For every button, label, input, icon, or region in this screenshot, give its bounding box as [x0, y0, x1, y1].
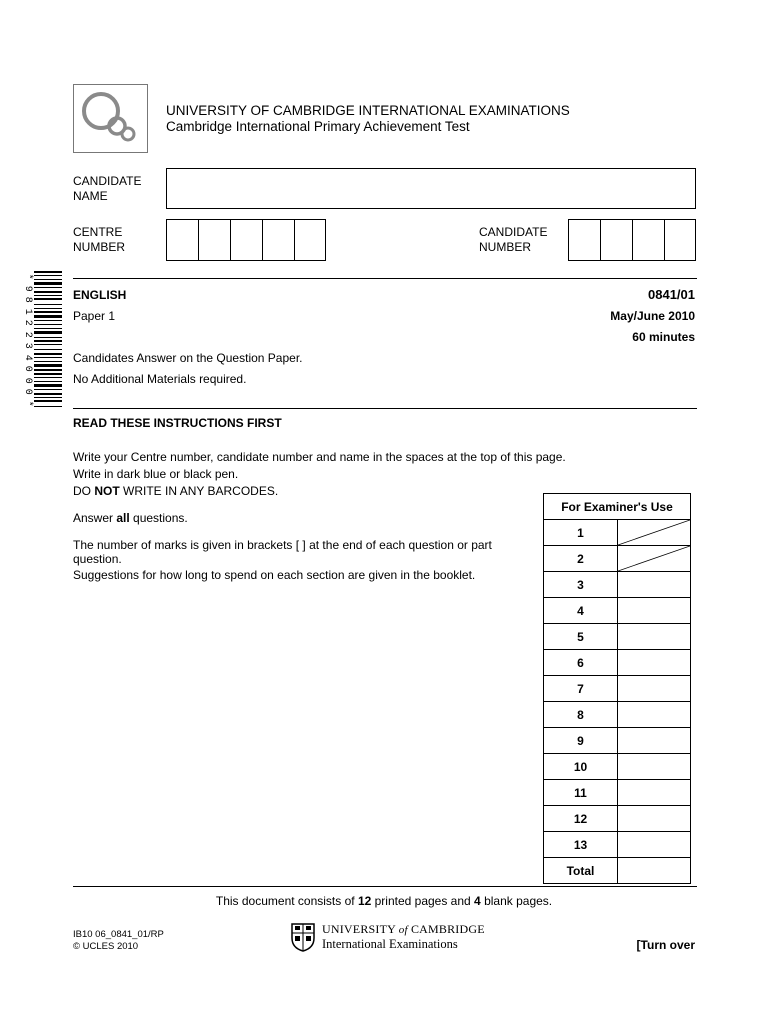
barcode-bar: [34, 393, 62, 395]
org-subtitle: Cambridge International Primary Achievement Test: [166, 119, 470, 134]
barcode-bar: [34, 373, 62, 375]
barcode-bar: [34, 397, 62, 398]
materials-note: No Additional Materials required.: [73, 372, 247, 386]
mark-cell[interactable]: [618, 598, 690, 623]
examiner-table-row: [544, 520, 690, 546]
instructions-heading: READ THESE INSTRUCTIONS FIRST: [73, 416, 282, 430]
mark-cell[interactable]: [618, 546, 690, 571]
exam-duration: 60 minutes: [632, 330, 695, 344]
mark-cell[interactable]: [618, 806, 690, 831]
instruction-line: question.: [73, 552, 122, 566]
barcode-bar: [34, 349, 62, 350]
mark-cell[interactable]: [618, 832, 690, 857]
exam-paper: Paper 1: [73, 309, 116, 323]
cambridge-crest-icon: [290, 922, 316, 952]
barcode-bar: [34, 357, 62, 358]
barcode-bar: [34, 295, 62, 296]
question-number: Total: [544, 858, 618, 883]
examiner-table-row: [544, 832, 690, 858]
circles-logo-icon: [73, 84, 148, 153]
exam-code: 0841/01: [648, 287, 695, 302]
page-count-note: This document consists of 12 printed pages and 4 blank pages.: [215, 894, 553, 908]
mark-cell[interactable]: [618, 676, 690, 701]
question-number: 8: [544, 702, 618, 727]
barcode-digit: 0: [21, 377, 33, 384]
candidate-number-label: CANDIDATE NUMBER: [479, 225, 548, 254]
barcode-bar: [34, 311, 62, 313]
mark-cell[interactable]: [618, 754, 690, 779]
examiner-table-row: [544, 806, 690, 832]
barcode-bar: [34, 406, 62, 407]
question-number: 3: [544, 572, 618, 597]
examiner-table-row: [544, 572, 690, 598]
exam-subject: ENGLISH: [73, 288, 127, 302]
barcode-bar: [34, 377, 62, 378]
instruction-line: Answer all questions.: [73, 511, 188, 525]
examiner-table-row: [544, 858, 690, 883]
barcode-digit: 0: [21, 365, 33, 372]
question-number: 10: [544, 754, 618, 779]
digit-divider: [632, 220, 633, 260]
question-number: 12: [544, 806, 618, 831]
barcode-bar: [34, 331, 62, 334]
instruction-line: DO NOT WRITE IN ANY BARCODES.: [73, 484, 279, 498]
digit-divider: [294, 220, 295, 260]
centre-number-field[interactable]: [166, 219, 326, 261]
barcode-bar: [34, 384, 62, 387]
exam-session: May/June 2010: [610, 309, 695, 323]
candidate-name-field[interactable]: [166, 168, 696, 209]
question-number: 11: [544, 780, 618, 805]
barcode-bar: [34, 369, 62, 371]
barcode-bar: [34, 279, 62, 280]
footer-logo-line1: UNIVERSITY of CAMBRIDGE: [322, 922, 485, 936]
barcode-bar: [34, 361, 62, 362]
examiner-table-heading: For Examiner's Use: [544, 494, 690, 520]
barcode-bar: [34, 287, 62, 288]
copyright: © UCLES 2010: [73, 941, 139, 952]
barcode-bar: [34, 337, 62, 338]
barcode-digit: 4: [21, 354, 33, 361]
instruction-line: Write your Centre number, candidate number and name in the spaces at the top of this page.: [73, 450, 566, 464]
barcode-bar: [34, 308, 62, 309]
instruction-line: Suggestions for how long to spend on each section are given in the booklet.: [73, 568, 476, 582]
barcode-image: [34, 271, 62, 409]
mark-cell[interactable]: [618, 728, 690, 753]
mark-cell[interactable]: [618, 702, 690, 727]
digit-divider: [262, 220, 263, 260]
digit-divider: [600, 220, 601, 260]
barcode-digit: 1: [21, 308, 33, 315]
question-number: 1: [544, 520, 618, 545]
barcode-bar: [34, 320, 62, 321]
barcode-digit: 2: [21, 319, 33, 326]
barcode-digit: *: [21, 400, 33, 407]
org-title: UNIVERSITY OF CAMBRIDGE INTERNATIONAL EXAMINATIONS: [166, 103, 570, 118]
digit-divider: [198, 220, 199, 260]
digit-divider: [230, 220, 231, 260]
barcode-bar: [34, 353, 62, 355]
barcode-bar: [34, 271, 62, 273]
barcode-bar: [34, 324, 62, 325]
barcode-bar: [34, 298, 62, 300]
footer-logo-line2: International Examinations: [322, 937, 458, 951]
document-reference: IB10 06_0841_01/RP: [73, 929, 164, 940]
examiner-use-table: [543, 493, 691, 884]
barcode-digit: 9: [21, 285, 33, 292]
barcode-bar: [34, 291, 62, 293]
barcode-digit: *: [21, 273, 33, 280]
digit-divider: [664, 220, 665, 260]
candidate-name-label: CANDIDATE NAME: [73, 174, 142, 203]
examiner-table-row: [544, 780, 690, 806]
barcode-bar: [34, 275, 62, 276]
mark-cell[interactable]: [618, 520, 690, 545]
barcode-digit: 8: [21, 296, 33, 303]
examiner-table-row: [544, 598, 690, 624]
turn-over: [Turn over: [636, 938, 695, 952]
barcode-bar: [34, 340, 62, 342]
examiner-table-row: [544, 702, 690, 728]
diagonal-strike: [618, 520, 690, 545]
barcode-bar: [34, 328, 62, 329]
barcode-bar: [34, 315, 62, 318]
divider-top: [73, 278, 697, 279]
barcode-bar: [34, 381, 62, 382]
question-number: 6: [544, 650, 618, 675]
barcode-bar: [34, 400, 62, 402]
candidate-number-field[interactable]: [568, 219, 696, 261]
question-number: 7: [544, 676, 618, 701]
examiner-table-row: [544, 754, 690, 780]
barcode-bar: [34, 389, 62, 390]
barcode-bar: [34, 282, 62, 285]
examiner-table-row: [544, 728, 690, 754]
mark-cell[interactable]: [618, 624, 690, 649]
barcode-bar: [34, 304, 62, 305]
mark-cell[interactable]: [618, 572, 690, 597]
examiner-table-row: [544, 676, 690, 702]
question-number: 5: [544, 624, 618, 649]
barcode-digit: 2: [21, 331, 33, 338]
barcode-digits: [20, 271, 32, 409]
exam-logo-box: [73, 84, 148, 153]
centre-number-label: CENTRE NUMBER: [73, 225, 126, 254]
examiner-table-row: [544, 546, 690, 572]
question-number: 13: [544, 832, 618, 857]
question-number: 4: [544, 598, 618, 623]
divider-middle: [73, 408, 697, 409]
question-number: 2: [544, 546, 618, 571]
mark-cell[interactable]: [618, 780, 690, 805]
instruction-line: The number of marks is given in brackets [ ] at the end of each question or part: [73, 538, 492, 552]
examiner-table-row: [544, 650, 690, 676]
barcode-digit: 0: [21, 388, 33, 395]
examiner-table-row: [544, 624, 690, 650]
divider-bottom: [73, 886, 697, 887]
barcode-digit: 3: [21, 342, 33, 349]
mark-cell[interactable]: [618, 650, 690, 675]
question-number: 9: [544, 728, 618, 753]
instruction-line: Write in dark blue or black pen.: [73, 467, 239, 481]
answer-note: Candidates Answer on the Question Paper.: [73, 351, 303, 365]
diagonal-strike: [618, 546, 690, 571]
mark-cell[interactable]: [618, 858, 690, 883]
barcode-bar: [34, 364, 62, 367]
barcode-bar: [34, 344, 62, 345]
